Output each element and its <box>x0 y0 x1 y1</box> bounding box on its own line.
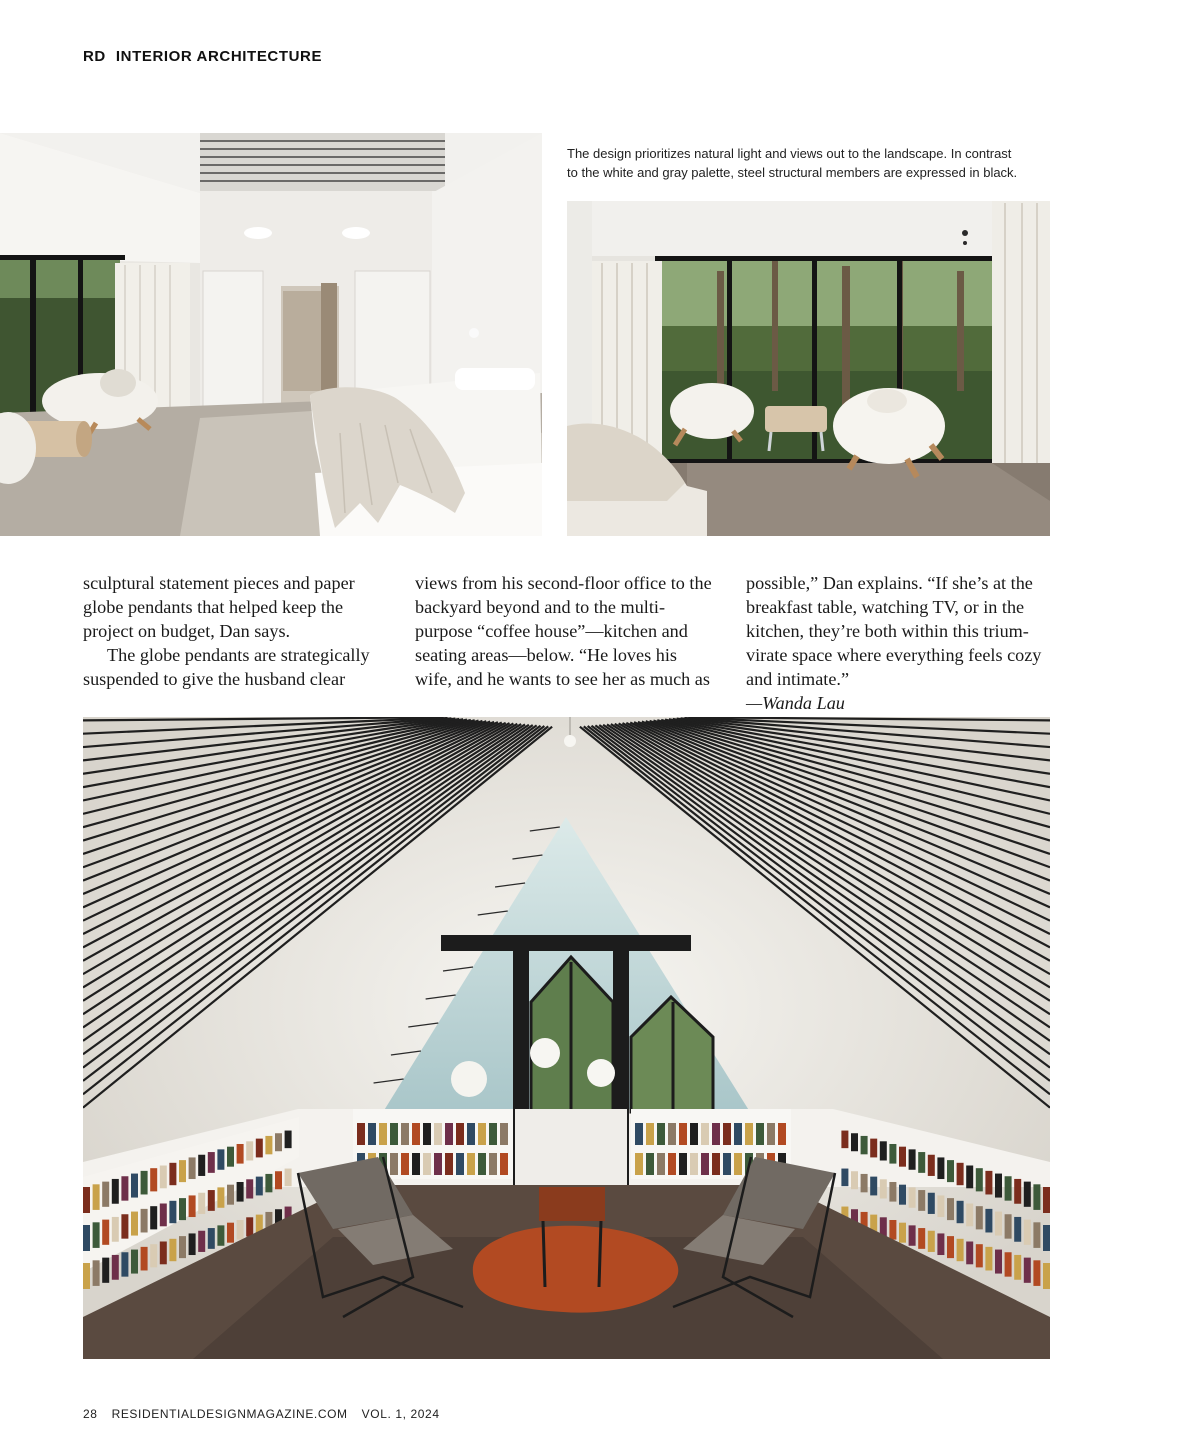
section-header <box>83 48 322 65</box>
body-line: breakfast table, watching TV, or in the <box>746 597 1025 617</box>
attic-library-photo <box>83 717 1050 1359</box>
body-line: sculptural statement pieces and paper <box>83 573 355 593</box>
magazine-logo: RD <box>83 48 106 65</box>
body-line-text: and intimate.” <box>746 669 850 689</box>
caption-line: The design prioritizes natural light and views out to the landscape. In contrast <box>567 146 1012 161</box>
bedroom-photo <box>0 133 542 536</box>
page-footer <box>83 1407 454 1421</box>
magazine-website: RESIDENTIALDESIGNMAGAZINE.COM <box>111 1407 348 1421</box>
body-column-2 <box>415 571 725 691</box>
sitting-area-photo <box>567 201 1050 536</box>
body-line: virate space where everything feels cozy <box>746 645 1042 665</box>
page-number: 28 <box>83 1407 98 1421</box>
body-line: kitchen, they’re both within this trium- <box>746 621 1029 641</box>
volume-info: VOL. 1, 2024 <box>361 1407 440 1421</box>
body-column-1 <box>83 571 393 691</box>
body-column-3 <box>746 571 1056 715</box>
body-line: project on budget, Dan says. <box>83 621 291 641</box>
body-line-final <box>746 667 1056 715</box>
body-line: globe pendants that helped keep the <box>83 597 344 617</box>
body-line: wife, and he wants to see her as much as <box>415 669 710 689</box>
section-title: INTERIOR ARCHITECTURE <box>115 48 323 65</box>
body-line: suspended to give the husband clear <box>83 669 346 689</box>
author-byline: —Wanda Lau <box>746 693 845 713</box>
body-line: views from his second-floor office to the <box>415 573 712 593</box>
photo-caption <box>567 144 1057 182</box>
body-line: seating areas—below. “He loves his <box>415 645 677 665</box>
body-line: possible,” Dan explains. “If she’s at the <box>746 573 1033 593</box>
body-line: The globe pendants are strategically <box>107 645 370 665</box>
body-line: backyard beyond and to the multi- <box>415 597 666 617</box>
body-line: purpose “coffee house”—kitchen and <box>415 621 688 641</box>
caption-line: to the white and gray palette, steel structural members are expressed in black. <box>567 165 1018 180</box>
